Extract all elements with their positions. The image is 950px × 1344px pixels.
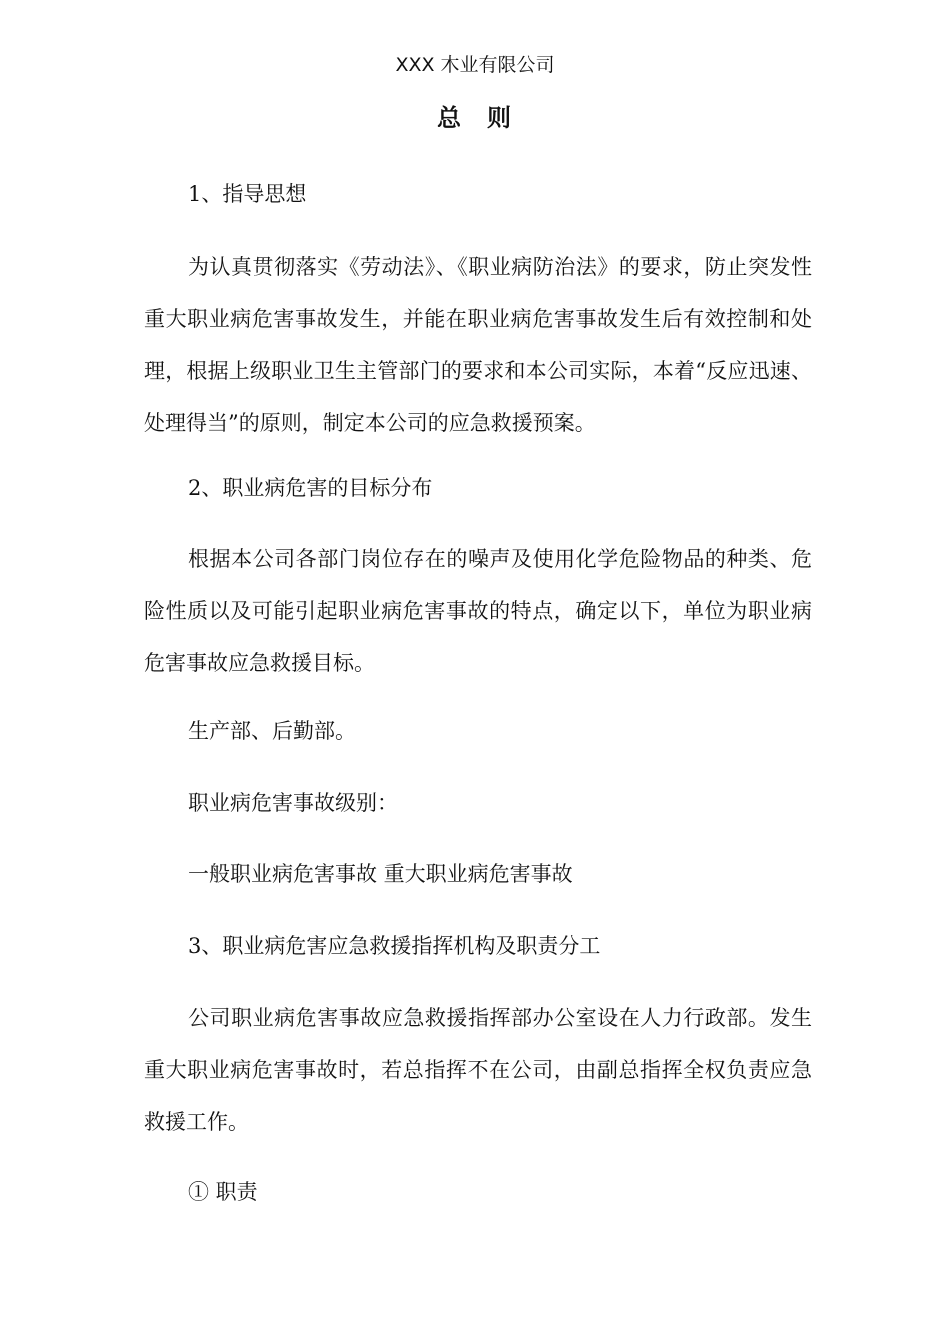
document-title-part2: 则	[487, 104, 513, 132]
section-1-heading: 1、指导思想	[188, 182, 307, 206]
section-2-levels-label: 职业病危害事故级别：	[188, 791, 398, 815]
section-1-body: 为认真贯彻落实《劳动法》、《职业病防治法》的要求，防止突发性重大职业病危害事故发生，并能在职业病危害事故发生后有效控制和处理，根据上级职业卫生主管部门的要求和本公司实际，本着“反应迅速、处理得当”的原则，制定本公司的应急救援预案。	[144, 255, 812, 435]
section-2-heading: 2、职业病危害的目标分布	[188, 476, 433, 500]
section-2-levels: 一般职业病危害事故 重大职业病危害事故	[188, 862, 573, 886]
section-3-body: 公司职业病危害事故应急救援指挥部办公室设在人力行政部。发生重大职业病危害事故时，若总指挥不在公司，由副总指挥全权负责应急救援工作。	[144, 1006, 812, 1134]
document-title	[0, 102, 950, 134]
section-3-heading: 3、职业病危害应急救援指挥机构及职责分工	[188, 934, 601, 958]
section-3-sub-heading: ① 职责	[188, 1180, 258, 1204]
company-name: XXX 木业有限公司	[395, 54, 555, 76]
section-2-departments: 生产部、后勤部。	[188, 719, 356, 743]
document-title-part1: 总	[437, 104, 463, 132]
section-2-body: 根据本公司各部门岗位存在的噪声及使用化学危险物品的种类、危险性质以及可能引起职业病危害事故的特点，确定以下，单位为职业病危害事故应急救援目标。	[144, 547, 812, 675]
